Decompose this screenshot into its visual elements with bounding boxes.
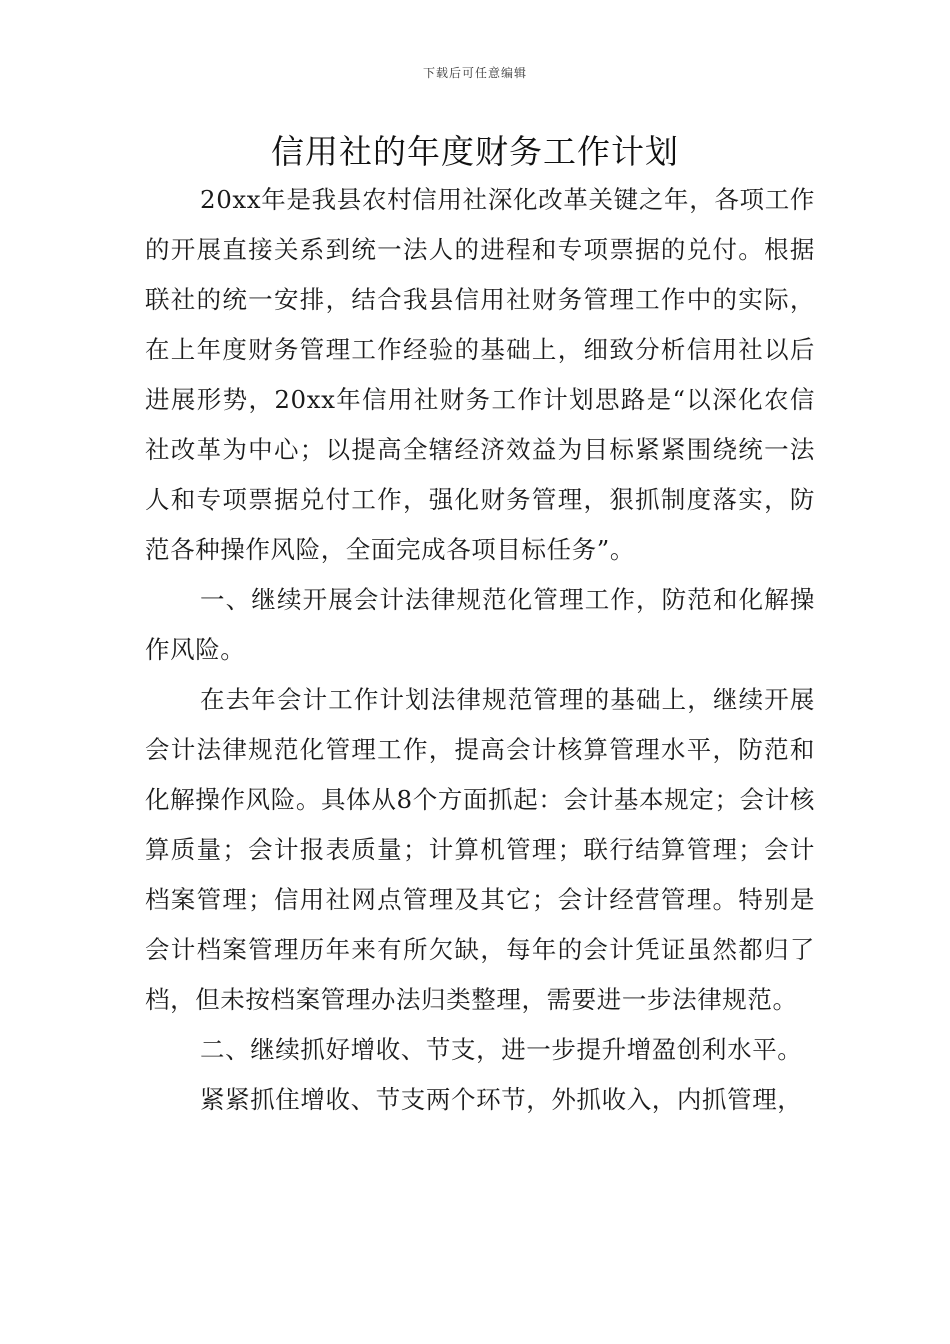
document-title: 信用社的年度财务工作计划 (271, 132, 679, 171)
section-heading-1: 一、继续开展会计法律规范化管理工作，防范和化解操作风险。 (145, 585, 815, 664)
paragraph-section-1: 在去年会计工作计划法律规范管理的基础上，继续开展会计法律规范化管理工作，提高会计核算管理水平，防范和化解操作风险。具体从8个方面抓起：会计基本规定；会计核算质量；会计报表质量；计算机管理；联行结算管理；会计档案管理；信用社网点管理及其它；会计经营管理。特别是会计档案管理历年来有所欠缺，每年的会计凭证虽然都归了档，但未按档案管理办法归类整理，需要进一步法律规范。 (145, 685, 815, 1014)
paragraph-section-2: 紧紧抓住增收、节支两个环节，外抓收入，内抓管理， (200, 1085, 803, 1114)
document-body (145, 175, 815, 1125)
paragraph-intro: 20xx年是我县农村信用社深化改革关键之年，各项工作的开展直接关系到统一法人的进程和专项票据的兑付。根据联社的统一安排，结合我县信用社财务管理工作中的实际，在上年度财务管理工作经验的基础上，细致分析信用社以后进展形势，20xx年信用社财务工作计划思路是“以深化农信社改革为中心；以提高全辖经济效益为目标紧紧围绕统一法人和专项票据兑付工作，强化财务管理，狠抓制度落实，防范各种操作风险，全面完成各项目标任务”。 (145, 185, 815, 564)
header-note: 下载后可任意编辑 (422, 66, 527, 80)
section-heading-2: 二、继续抓好增收、节支，进一步提升增盈创利水平。 (200, 1035, 803, 1064)
